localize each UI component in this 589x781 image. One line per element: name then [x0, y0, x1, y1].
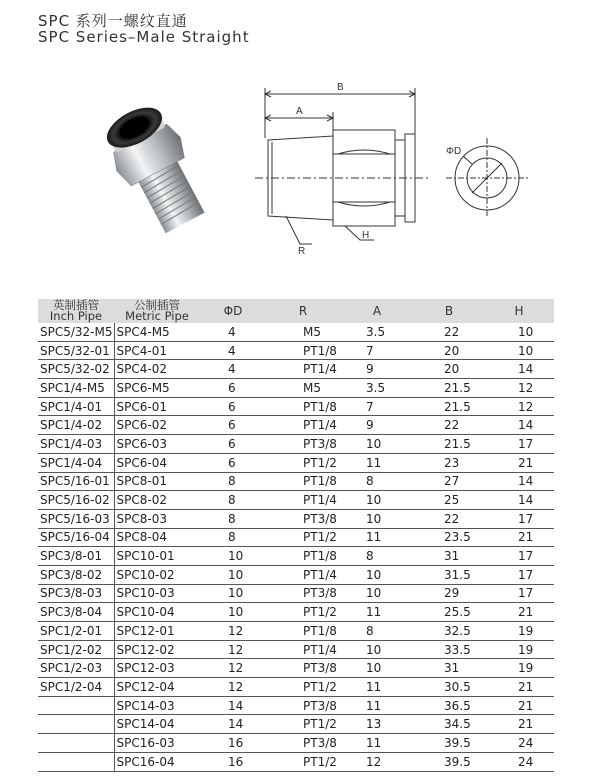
cell-h: 21 [484, 453, 554, 472]
cell-r: PT1/2 [266, 715, 340, 734]
cell-h: 12 [484, 397, 554, 416]
cell-b: 31 [414, 547, 484, 566]
table-row [38, 379, 554, 398]
table-row [38, 547, 554, 566]
cell-a: 13 [340, 715, 414, 734]
cell-a: 10 [340, 491, 414, 510]
cell-inch-pipe [38, 752, 114, 771]
table-row [38, 622, 554, 641]
cell-a: 11 [340, 678, 414, 697]
table-row [38, 696, 554, 715]
table-row [38, 659, 554, 678]
table-row [38, 360, 554, 379]
cell-h: 17 [484, 509, 554, 528]
cell-a: 9 [340, 360, 414, 379]
cell-b: 34.5 [414, 715, 484, 734]
table-row [38, 528, 554, 547]
cell-r: PT1/2 [266, 603, 340, 622]
cell-a: 3.5 [340, 323, 414, 341]
cell-inch-pipe [38, 715, 114, 734]
title-chinese: SPC 系列一螺纹直通 [38, 12, 188, 30]
cell-a: 7 [340, 341, 414, 360]
cell-h: 21 [484, 678, 554, 697]
cell-r: PT1/2 [266, 453, 340, 472]
cell-od: 14 [200, 715, 266, 734]
cell-metric-pipe: SPC8-04 [114, 528, 200, 547]
cell-inch-pipe: SPC5/16-03 [38, 509, 114, 528]
cell-r: PT1/2 [266, 528, 340, 547]
cell-inch-pipe: SPC1/4-01 [38, 397, 114, 416]
cell-r: PT1/8 [266, 397, 340, 416]
cell-inch-pipe: SPC1/2-03 [38, 659, 114, 678]
cell-od: 12 [200, 622, 266, 641]
spec-table [38, 299, 554, 772]
cell-inch-pipe: SPC5/32-02 [38, 360, 114, 379]
table-row [38, 715, 554, 734]
cell-inch-pipe: SPC5/32-01 [38, 341, 114, 360]
cell-h: 14 [484, 491, 554, 510]
table-row [38, 603, 554, 622]
cell-r: PT1/4 [266, 640, 340, 659]
cell-metric-pipe: SPC6-04 [114, 453, 200, 472]
cell-metric-pipe: SPC4-02 [114, 360, 200, 379]
cell-h: 14 [484, 416, 554, 435]
cell-od: 16 [200, 734, 266, 753]
cell-od: 8 [200, 472, 266, 491]
table-body [38, 323, 554, 771]
cell-od: 6 [200, 435, 266, 454]
cell-h: 21 [484, 696, 554, 715]
cell-h: 17 [484, 584, 554, 603]
cell-metric-pipe: SPC10-02 [114, 565, 200, 584]
cell-metric-pipe: SPC6-M5 [114, 379, 200, 398]
cell-od: 12 [200, 659, 266, 678]
cell-od: 8 [200, 528, 266, 547]
cell-inch-pipe [38, 696, 114, 715]
cell-a: 3.5 [340, 379, 414, 398]
cell-b: 30.5 [414, 678, 484, 697]
cell-h: 19 [484, 640, 554, 659]
header-inch-pipe [38, 299, 114, 323]
cell-inch-pipe: SPC1/4-M5 [38, 379, 114, 398]
cell-inch-pipe: SPC3/8-04 [38, 603, 114, 622]
cell-inch-pipe: SPC5/16-02 [38, 491, 114, 510]
cell-a: 12 [340, 752, 414, 771]
cell-a: 8 [340, 472, 414, 491]
cell-inch-pipe: SPC3/8-03 [38, 584, 114, 603]
cell-metric-pipe: SPC10-01 [114, 547, 200, 566]
table-row [38, 491, 554, 510]
table-row [38, 472, 554, 491]
cell-r: PT3/8 [266, 659, 340, 678]
cell-h: 19 [484, 622, 554, 641]
cell-b: 20 [414, 360, 484, 379]
cell-a: 7 [340, 397, 414, 416]
cell-r: PT1/4 [266, 416, 340, 435]
cell-a: 11 [340, 734, 414, 753]
table-row [38, 584, 554, 603]
cell-metric-pipe: SPC14-04 [114, 715, 200, 734]
cell-metric-pipe: SPC12-01 [114, 622, 200, 641]
table-row [38, 509, 554, 528]
header-metric-cn: 公制插管 [134, 298, 180, 312]
cell-a: 11 [340, 528, 414, 547]
cell-r: PT3/8 [266, 509, 340, 528]
cell-od: 14 [200, 696, 266, 715]
cell-r: PT1/4 [266, 565, 340, 584]
cell-inch-pipe: SPC1/2-02 [38, 640, 114, 659]
cell-a: 10 [340, 584, 414, 603]
header-b: B [414, 299, 484, 323]
cell-h: 14 [484, 360, 554, 379]
header-metric-en: Metric Pipe [125, 309, 189, 323]
cell-od: 8 [200, 509, 266, 528]
cell-od: 8 [200, 491, 266, 510]
cell-metric-pipe: SPC4-01 [114, 341, 200, 360]
cell-a: 10 [340, 659, 414, 678]
table-row [38, 341, 554, 360]
header-od: ΦD [200, 299, 266, 323]
cell-h: 14 [484, 472, 554, 491]
cell-b: 31 [414, 659, 484, 678]
cell-h: 10 [484, 341, 554, 360]
cell-r: PT1/4 [266, 491, 340, 510]
cell-a: 10 [340, 435, 414, 454]
header-a: A [340, 299, 414, 323]
cell-od: 10 [200, 603, 266, 622]
title-english: SPC Series–Male Straight [38, 28, 250, 46]
cell-metric-pipe: SPC4-M5 [114, 323, 200, 341]
cell-r: M5 [266, 379, 340, 398]
table-row [38, 397, 554, 416]
cell-b: 27 [414, 472, 484, 491]
cell-h: 21 [484, 715, 554, 734]
cell-od: 4 [200, 341, 266, 360]
cell-h: 24 [484, 752, 554, 771]
cell-b: 20 [414, 341, 484, 360]
cell-metric-pipe: SPC8-02 [114, 491, 200, 510]
cell-metric-pipe: SPC14-03 [114, 696, 200, 715]
cell-inch-pipe: SPC1/4-03 [38, 435, 114, 454]
cell-od: 12 [200, 678, 266, 697]
table-row [38, 323, 554, 341]
cell-od: 10 [200, 584, 266, 603]
cell-metric-pipe: SPC6-01 [114, 397, 200, 416]
cell-b: 36.5 [414, 696, 484, 715]
cell-a: 8 [340, 547, 414, 566]
cell-b: 39.5 [414, 734, 484, 753]
label-b: B [337, 82, 344, 93]
cell-h: 17 [484, 565, 554, 584]
cell-od: 6 [200, 416, 266, 435]
cell-inch-pipe [38, 734, 114, 753]
cell-inch-pipe: SPC5/16-01 [38, 472, 114, 491]
cell-metric-pipe: SPC16-03 [114, 734, 200, 753]
cell-inch-pipe: SPC1/4-04 [38, 453, 114, 472]
cell-h: 12 [484, 379, 554, 398]
cell-b: 21.5 [414, 379, 484, 398]
cell-r: PT1/2 [266, 752, 340, 771]
cell-metric-pipe: SPC8-01 [114, 472, 200, 491]
cell-od: 6 [200, 453, 266, 472]
cell-a: 11 [340, 603, 414, 622]
cell-a: 11 [340, 696, 414, 715]
header-inch-en: Inch Pipe [49, 309, 103, 323]
table-row [38, 640, 554, 659]
cell-a: 8 [340, 622, 414, 641]
cell-r: PT1/8 [266, 622, 340, 641]
cell-r: PT1/8 [266, 472, 340, 491]
product-photo [105, 90, 215, 235]
cell-h: 21 [484, 603, 554, 622]
cell-metric-pipe: SPC12-03 [114, 659, 200, 678]
table-row [38, 453, 554, 472]
cell-r: PT1/8 [266, 547, 340, 566]
cell-a: 10 [340, 509, 414, 528]
header-h: H [484, 299, 554, 323]
header-metric-pipe [114, 299, 200, 323]
cell-metric-pipe: SPC12-02 [114, 640, 200, 659]
cell-b: 39.5 [414, 752, 484, 771]
cell-od: 4 [200, 323, 266, 341]
cell-b: 21.5 [414, 397, 484, 416]
cell-b: 22 [414, 416, 484, 435]
cell-r: PT1/4 [266, 360, 340, 379]
cell-a: 11 [340, 453, 414, 472]
cell-h: 24 [484, 734, 554, 753]
header-r: R [266, 299, 340, 323]
cell-b: 23 [414, 453, 484, 472]
cell-r: PT1/8 [266, 341, 340, 360]
table-header-row [38, 299, 554, 323]
cell-r: PT3/8 [266, 734, 340, 753]
cell-b: 22 [414, 323, 484, 341]
cell-od: 4 [200, 360, 266, 379]
cell-r: PT1/2 [266, 678, 340, 697]
cell-metric-pipe: SPC6-02 [114, 416, 200, 435]
cell-inch-pipe: SPC5/16-04 [38, 528, 114, 547]
cell-inch-pipe: SPC1/2-04 [38, 678, 114, 697]
cell-a: 9 [340, 416, 414, 435]
cell-h: 17 [484, 435, 554, 454]
label-od: ΦD [446, 146, 462, 157]
cell-h: 17 [484, 547, 554, 566]
label-r: R [298, 246, 306, 257]
cell-a: 10 [340, 565, 414, 584]
cell-b: 29 [414, 584, 484, 603]
table-row [38, 752, 554, 771]
cell-h: 21 [484, 528, 554, 547]
cell-b: 21.5 [414, 435, 484, 454]
cell-b: 25.5 [414, 603, 484, 622]
cell-metric-pipe: SPC12-04 [114, 678, 200, 697]
cell-inch-pipe: SPC3/8-01 [38, 547, 114, 566]
cell-b: 33.5 [414, 640, 484, 659]
table-row [38, 678, 554, 697]
cell-r: PT3/8 [266, 584, 340, 603]
cell-od: 12 [200, 640, 266, 659]
cell-inch-pipe: SPC5/32-M5 [38, 323, 114, 341]
cell-inch-pipe: SPC1/2-01 [38, 622, 114, 641]
cell-r: M5 [266, 323, 340, 341]
cell-inch-pipe: SPC1/4-02 [38, 416, 114, 435]
table-row [38, 435, 554, 454]
cell-od: 6 [200, 397, 266, 416]
cell-r: PT3/8 [266, 696, 340, 715]
table-row [38, 416, 554, 435]
header-inch-cn: 英制插管 [53, 298, 99, 312]
cell-od: 10 [200, 565, 266, 584]
cell-metric-pipe: SPC16-04 [114, 752, 200, 771]
cell-od: 6 [200, 379, 266, 398]
cell-b: 25 [414, 491, 484, 510]
cell-od: 16 [200, 752, 266, 771]
cell-h: 10 [484, 323, 554, 341]
dimension-drawing [250, 78, 535, 258]
cell-b: 32.5 [414, 622, 484, 641]
cell-metric-pipe: SPC8-03 [114, 509, 200, 528]
cell-od: 10 [200, 547, 266, 566]
cell-b: 31.5 [414, 565, 484, 584]
table-row [38, 565, 554, 584]
cell-inch-pipe: SPC3/8-02 [38, 565, 114, 584]
cell-metric-pipe: SPC10-03 [114, 584, 200, 603]
cell-metric-pipe: SPC6-03 [114, 435, 200, 454]
cell-h: 19 [484, 659, 554, 678]
cell-a: 10 [340, 640, 414, 659]
cell-metric-pipe: SPC10-04 [114, 603, 200, 622]
cell-r: PT3/8 [266, 435, 340, 454]
cell-b: 22 [414, 509, 484, 528]
table-row [38, 734, 554, 753]
cell-b: 23.5 [414, 528, 484, 547]
label-a: A [296, 106, 303, 117]
label-h: H [362, 230, 370, 241]
